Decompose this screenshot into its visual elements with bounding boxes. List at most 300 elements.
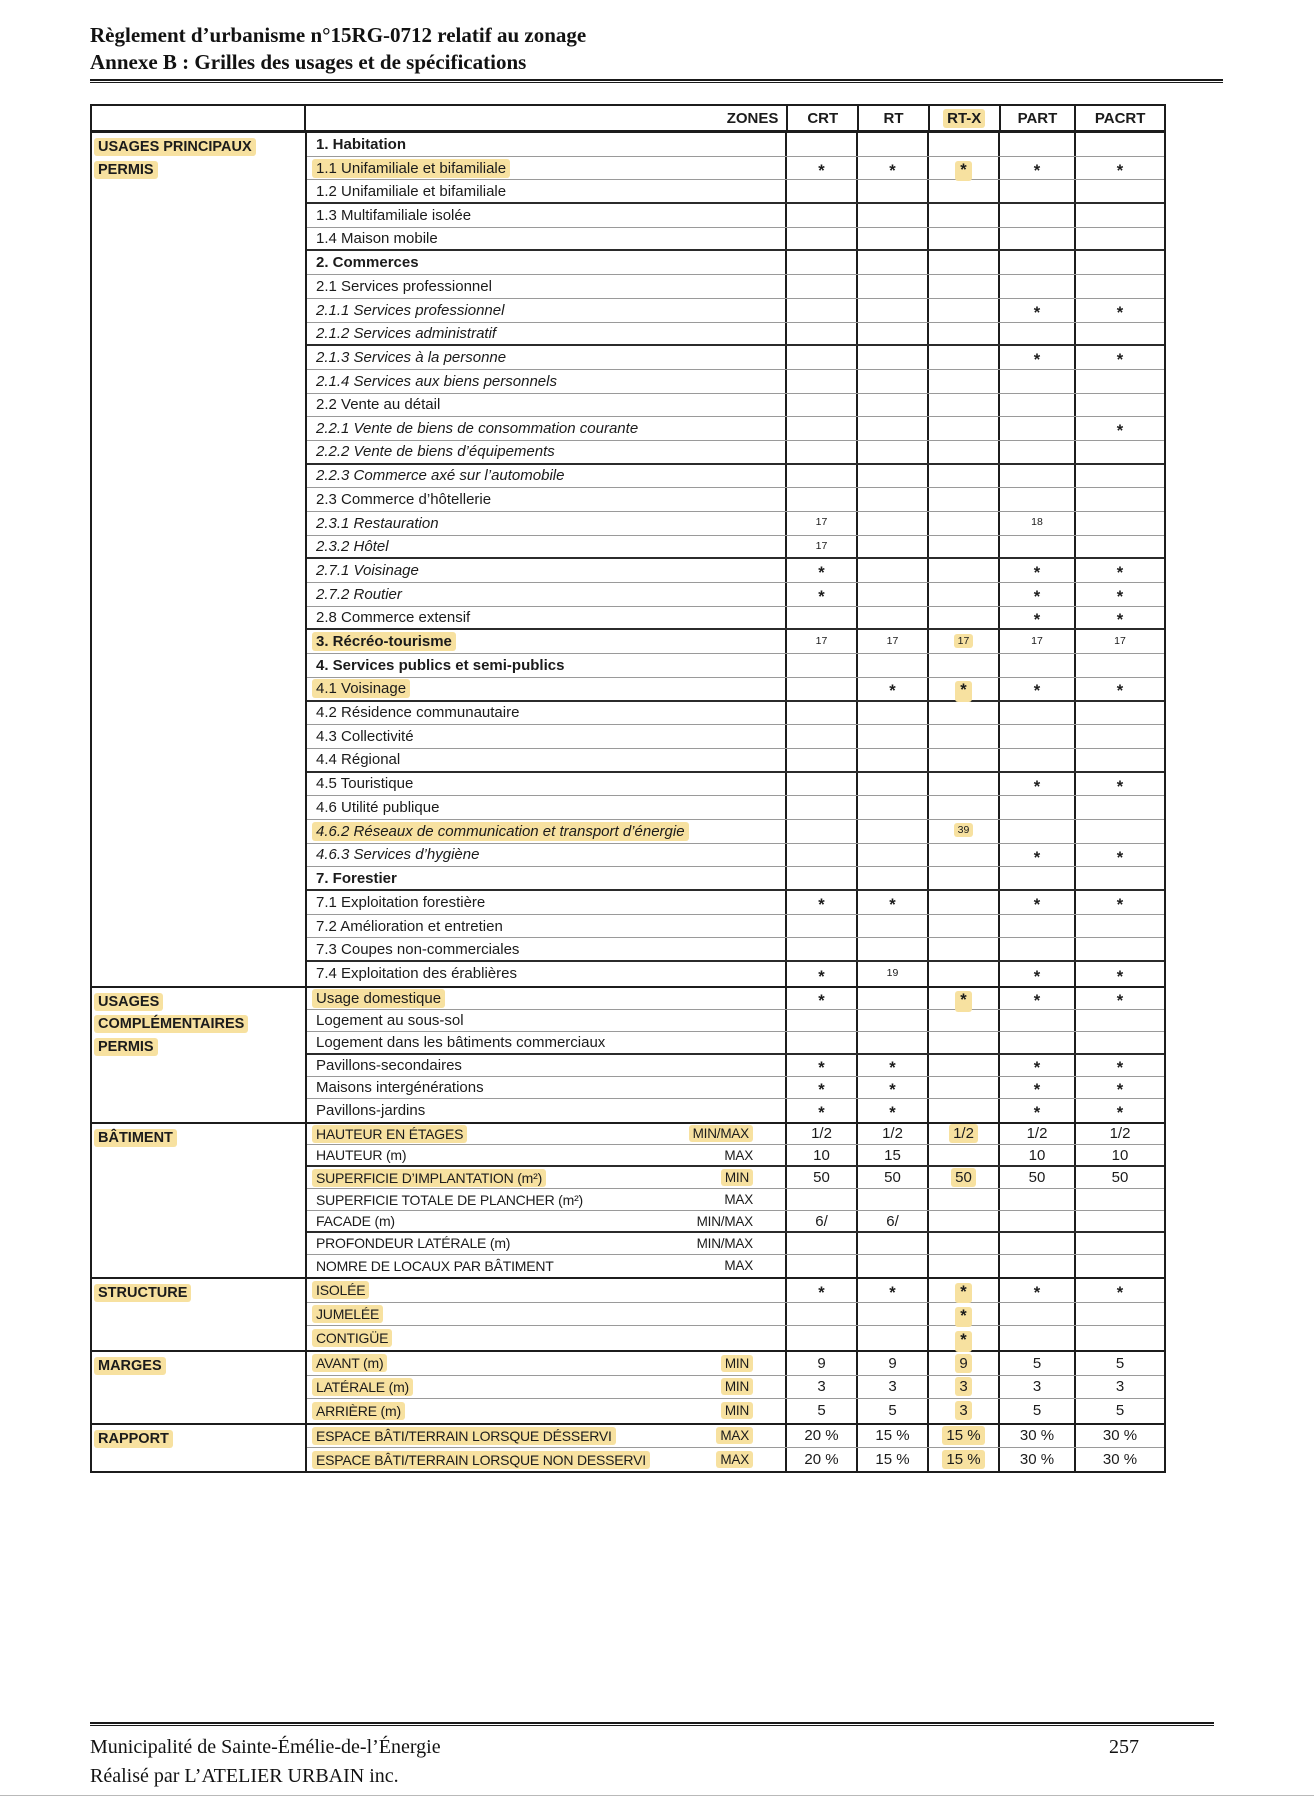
asterisk-mark: * (1116, 1104, 1124, 1123)
zone-value: 18 (1031, 516, 1043, 529)
zone-value-cell (998, 1326, 1074, 1350)
usage-label: ESPACE BÂTI/TERRAIN LORSQUE DÉSSERVI (312, 1427, 616, 1445)
zone-value-cell (1074, 1055, 1164, 1076)
zone-value-cell (998, 512, 1074, 535)
zone-value: 1/2 (1026, 1125, 1048, 1143)
zone-name: PACRT (1094, 109, 1146, 127)
zone-value-cell (856, 820, 927, 843)
zone-value-cell (998, 725, 1074, 748)
zone-value-cell (785, 465, 856, 488)
usage-row (307, 512, 1164, 536)
zone-value-cell (1074, 1255, 1164, 1277)
zone-value-cell (927, 1376, 998, 1399)
usage-label: CONTIGÜE (312, 1329, 392, 1347)
zone-value-cell (927, 773, 998, 796)
zone-value-cell (1074, 536, 1164, 558)
usage-label-cell (307, 607, 785, 629)
zone-value-cell (1074, 938, 1164, 960)
zone-value-cell (998, 820, 1074, 843)
usage-row (307, 157, 1164, 181)
usage-label: 2.1 Services professionnel (316, 277, 492, 295)
zone-value-cell (998, 1233, 1074, 1254)
usage-row (307, 749, 1164, 773)
zone-value-cell (856, 1032, 927, 1052)
usage-label: 2.7.2 Routier (316, 585, 402, 603)
zone-value-cell (856, 1055, 927, 1076)
usage-label-cell (307, 702, 785, 725)
usage-label: NOMRE DE LOCAUX PAR BÂTIMENT (316, 1257, 554, 1274)
usage-label: 4.5 Touristique (316, 775, 414, 793)
zone-value: 17 (886, 634, 899, 647)
zone-value-cell (927, 630, 998, 653)
zone-value: 9 (817, 1354, 826, 1372)
zone-value-cell (856, 1303, 927, 1326)
usage-label: 2.3.2 Hôtel (316, 538, 389, 556)
zone-value: 17 (1114, 634, 1126, 647)
zone-value-cell (927, 133, 998, 156)
zone-value-cell (785, 844, 856, 867)
usage-label-cell (307, 1211, 785, 1231)
zone-value-cell (1074, 1448, 1164, 1471)
usage-label-cell (307, 180, 785, 202)
asterisk-mark: * (818, 967, 825, 986)
usage-row (307, 938, 1164, 962)
usage-row (307, 607, 1164, 631)
zone-value-cell (785, 938, 856, 960)
zone-value-cell (856, 1255, 927, 1277)
asterisk-mark: * (1033, 588, 1041, 607)
usage-label: 2.2.1 Vente de biens de consommation courante (316, 420, 639, 438)
usage-label: 2.2.3 Commerce axé sur l’automobile (316, 467, 565, 485)
asterisk-mark: * (889, 682, 896, 701)
usage-label: 1.3 Multifamiliale isolée (316, 206, 472, 224)
section-label (92, 1124, 307, 1277)
zone-value-cell (998, 867, 1074, 889)
zone-value: 20 % (804, 1451, 839, 1469)
zone-value-cell (927, 938, 998, 960)
document-subtitle: Annexe B : Grilles des usages et de spécifications (90, 50, 527, 74)
zone-value-cell (856, 607, 927, 629)
zone-value-cell (856, 583, 927, 606)
zone-value-cell (856, 465, 927, 488)
usage-label: 2.1.3 Services à la personne (316, 349, 507, 367)
zone-value-cell (1074, 370, 1164, 393)
usage-row (307, 394, 1164, 418)
usage-label: 2.2.2 Vente de biens d’équipements (316, 443, 555, 461)
zone-value-cell (927, 796, 998, 819)
minmax-label: MIN/MAX (696, 1235, 753, 1251)
zone-value-cell (1074, 1145, 1164, 1165)
zone-value-cell (856, 559, 927, 582)
zone-value-cell (1074, 988, 1164, 1009)
zone-value-cell (1074, 512, 1164, 535)
usage-row (307, 1124, 1164, 1146)
zone-header-pacrt (1074, 106, 1164, 130)
usage-label-cell (307, 1077, 785, 1098)
zone-value-cell (785, 1032, 856, 1052)
asterisk-mark: * (955, 1307, 971, 1328)
usage-row (307, 559, 1164, 583)
zone-value-cell (856, 275, 927, 298)
minmax-label: MIN/MAX (689, 1125, 753, 1142)
section-label (92, 133, 307, 986)
usage-label: ISOLÉE (312, 1281, 369, 1299)
zone-value-cell (856, 157, 927, 180)
zone-value-cell (998, 1303, 1074, 1326)
zone-value-cell (927, 891, 998, 914)
asterisk-mark: * (1116, 564, 1124, 583)
minmax-label: MIN/MAX (696, 1213, 753, 1229)
section-label-line: USAGES (94, 993, 163, 1011)
asterisk-mark: * (1033, 564, 1041, 583)
zone-value-cell (856, 1352, 927, 1375)
asterisk-mark: * (889, 1059, 896, 1078)
usage-label: HAUTEUR (m) (316, 1147, 407, 1164)
zone-value-cell (998, 1448, 1074, 1471)
zone-value-cell (927, 1167, 998, 1188)
minmax-label: MAX (716, 1451, 753, 1468)
zone-value-cell (1074, 204, 1164, 227)
zone-value-cell (1074, 1077, 1164, 1098)
usage-label: 2.2 Vente au détail (316, 396, 441, 414)
zone-value-cell (785, 488, 856, 511)
zone-value-cell (927, 988, 998, 1009)
usage-label: 4.6.2 Réseaux de communication et transport d’énergie (312, 822, 689, 841)
zone-value-cell (998, 1099, 1074, 1121)
usage-row (307, 820, 1164, 844)
zone-value-cell (1074, 1425, 1164, 1447)
usage-row (307, 988, 1164, 1010)
usage-row (307, 1211, 1164, 1233)
zone-value-cell (927, 512, 998, 535)
zone-value-cell (927, 323, 998, 345)
zone-value-cell (856, 1145, 927, 1165)
zone-value-cell (927, 370, 998, 393)
zone-value: 50 (1111, 1169, 1129, 1187)
zone-value-cell (785, 796, 856, 819)
zone-value-cell (1074, 488, 1164, 511)
zone-value-cell (1074, 1124, 1164, 1145)
zone-value-cell (1074, 323, 1164, 345)
minmax-label: MAX (724, 1192, 753, 1208)
section-marges (92, 1350, 1164, 1423)
zone-value-cell (856, 204, 927, 227)
zone-value-cell (927, 1145, 998, 1165)
zone-value-cell (998, 251, 1074, 274)
usage-label: 2.1.4 Services aux biens personnels (316, 372, 557, 390)
asterisk-mark: * (955, 1331, 971, 1352)
usage-label-cell (307, 962, 785, 986)
zone-value-cell (1074, 1303, 1164, 1326)
zone-value-cell (856, 1425, 927, 1447)
zone-value-cell (785, 1326, 856, 1350)
zone-value-cell (856, 1189, 927, 1210)
zone-value-cell (856, 1211, 927, 1231)
zone-value: 6/ (815, 1212, 828, 1230)
usage-row (307, 228, 1164, 252)
zone-value-cell (927, 559, 998, 582)
zone-value-cell (998, 394, 1074, 417)
usage-label-cell (307, 465, 785, 488)
zone-value-cell (998, 1425, 1074, 1447)
usage-label: 7.2 Amélioration et entretien (316, 917, 503, 935)
usage-label: 4. Services publics et semi-publics (316, 656, 565, 674)
asterisk-mark: * (1116, 682, 1124, 701)
usage-label: 2.3.1 Restauration (316, 514, 439, 532)
section-label (92, 1279, 307, 1350)
zone-value-cell (1074, 346, 1164, 369)
section-batiment (92, 1122, 1164, 1277)
usage-label: AVANT (m) (312, 1354, 387, 1372)
zone-value: 5 (1115, 1402, 1125, 1420)
usage-label-cell (307, 1145, 785, 1165)
zone-value: 15 % (875, 1451, 910, 1469)
zone-value-cell (927, 346, 998, 369)
zone-value-cell (998, 1352, 1074, 1375)
zone-value-cell (927, 1099, 998, 1121)
usage-row (307, 299, 1164, 323)
section-label-line: USAGES PRINCIPAUX (94, 138, 256, 156)
usage-row (307, 630, 1164, 654)
usage-row (307, 323, 1164, 347)
zone-name: CRT (807, 109, 839, 127)
usage-row (307, 1189, 1164, 1211)
usage-row (307, 133, 1164, 157)
usage-label-cell (307, 394, 785, 417)
zone-name: RT-X (943, 109, 985, 128)
zone-value-cell (927, 654, 998, 677)
zone-value-cell (856, 417, 927, 440)
section-label-line: RAPPORT (94, 1430, 173, 1448)
zone-value-cell (927, 488, 998, 511)
zone-value-cell (856, 1399, 927, 1423)
zone-value-cell (785, 1145, 856, 1165)
zone-value-cell (856, 678, 927, 700)
usage-label-cell (307, 133, 785, 156)
zone-value-cell (998, 133, 1074, 156)
zone-value-cell (785, 702, 856, 725)
usage-label: 7.4 Exploitation des érablières (316, 965, 517, 983)
usage-label-cell (307, 654, 785, 677)
zone-value: 17 (815, 516, 828, 529)
zone-value-cell (998, 1189, 1074, 1210)
usage-row (307, 536, 1164, 560)
usage-row (307, 1010, 1164, 1032)
zone-value-cell (1074, 725, 1164, 748)
zone-value-cell (998, 1077, 1074, 1098)
asterisk-mark: * (1116, 967, 1124, 986)
section-structure (92, 1277, 1164, 1350)
zone-value: 30 % (1102, 1427, 1138, 1445)
zone-value-cell (785, 654, 856, 677)
usage-row (307, 1448, 1164, 1471)
usage-label-cell (307, 346, 785, 369)
usage-row (307, 370, 1164, 394)
zone-value-cell (927, 441, 998, 463)
usage-label-cell (307, 773, 785, 796)
zone-value: 15 % (942, 1450, 984, 1469)
asterisk-mark: * (1033, 992, 1041, 1011)
usage-row (307, 204, 1164, 228)
usage-label: 4.3 Collectivité (316, 728, 414, 746)
usage-row (307, 275, 1164, 299)
minmax-label: MIN (721, 1378, 753, 1395)
usage-label-cell (307, 1399, 785, 1423)
usage-label-cell (307, 1376, 785, 1399)
zone-value: 50 (951, 1168, 976, 1187)
zone-value-cell (998, 988, 1074, 1009)
zone-value: 3 (1115, 1378, 1125, 1396)
zone-value-cell (1074, 915, 1164, 938)
zone-value-cell (998, 1010, 1074, 1031)
zone-value-cell (927, 1211, 998, 1231)
usage-label: SUPERFICIE D’IMPLANTATION (m²) (312, 1169, 546, 1187)
zone-value-cell (856, 346, 927, 369)
zone-value-cell (1074, 702, 1164, 725)
zone-value-cell (927, 157, 998, 180)
zone-value-cell (998, 962, 1074, 986)
zone-value-cell (785, 1010, 856, 1031)
zone-value-cell (927, 1326, 998, 1350)
zone-value-cell (1074, 275, 1164, 298)
usage-label-cell (307, 630, 785, 653)
zone-value-cell (927, 749, 998, 771)
zone-value-cell (927, 915, 998, 938)
zone-value-cell (785, 133, 856, 156)
zone-value-cell (856, 228, 927, 250)
zone-value-cell (998, 228, 1074, 250)
zone-value-cell (927, 1425, 998, 1447)
zone-value-cell (785, 630, 856, 653)
usage-label-cell (307, 1189, 785, 1210)
zone-value-cell (785, 1425, 856, 1447)
zone-value: 3 (888, 1378, 897, 1396)
usage-label: Logement au sous-sol (316, 1012, 464, 1030)
zone-value-cell (927, 1352, 998, 1375)
usage-row (307, 346, 1164, 370)
zone-value-cell (785, 180, 856, 202)
zone-value: 50 (813, 1169, 830, 1187)
usage-label-cell (307, 370, 785, 393)
zone-value-cell (1074, 180, 1164, 202)
zone-value-cell (1074, 678, 1164, 700)
zone-value: 10 (1111, 1146, 1129, 1164)
usage-label-cell (307, 1233, 785, 1254)
zone-value-cell (927, 583, 998, 606)
zone-value-cell (856, 1099, 927, 1121)
zone-value-cell (856, 915, 927, 938)
asterisk-mark: * (818, 1104, 825, 1123)
usage-row (307, 702, 1164, 726)
zone-value-cell (1074, 157, 1164, 180)
usage-label: 4.4 Régional (316, 751, 401, 769)
zone-value: 1/2 (882, 1125, 903, 1143)
asterisk-mark: * (889, 896, 896, 915)
zone-value: 30 % (1019, 1427, 1055, 1445)
zone-value-cell (927, 1303, 998, 1326)
footer-credit: Réalisé par L’ATELIER URBAIN inc. (90, 1765, 399, 1787)
usage-label: Usage domestique (312, 989, 445, 1008)
zone-value-cell (785, 1124, 856, 1145)
zone-value-cell (785, 157, 856, 180)
asterisk-mark: * (818, 1081, 825, 1100)
usage-row (307, 1279, 1164, 1303)
asterisk-mark: * (1033, 1081, 1041, 1100)
zone-value-cell (785, 1352, 856, 1375)
zone-value-cell (998, 607, 1074, 629)
usage-label: 7. Forestier (316, 869, 397, 887)
zone-value: 10 (1028, 1146, 1046, 1164)
zone-value-cell (998, 630, 1074, 653)
zone-value: 3 (955, 1377, 971, 1396)
zone-value: 5 (1032, 1354, 1042, 1372)
asterisk-mark: * (818, 1283, 825, 1302)
zone-value-cell (998, 536, 1074, 558)
zone-value-cell (927, 678, 998, 700)
zone-value: 9 (888, 1354, 897, 1372)
usage-label-cell (307, 417, 785, 440)
zone-value-cell (998, 654, 1074, 677)
zone-value: 30 % (1019, 1451, 1055, 1469)
zone-value-cell (856, 1010, 927, 1031)
zone-value-cell (1074, 654, 1164, 677)
asterisk-mark: * (1033, 611, 1041, 630)
asterisk-mark: * (1033, 1059, 1041, 1078)
zone-value-cell (1074, 1399, 1164, 1423)
asterisk-mark: * (955, 1283, 971, 1304)
asterisk-mark: * (1116, 1081, 1124, 1100)
zone-value-cell (1074, 796, 1164, 819)
zone-value-cell (856, 1279, 927, 1302)
zone-value-cell (927, 1189, 998, 1210)
asterisk-mark: * (1116, 896, 1124, 915)
zone-value-cell (1074, 559, 1164, 582)
zone-value-cell (856, 1124, 927, 1145)
asterisk-mark: * (1116, 351, 1124, 370)
zone-value: 1/2 (1109, 1125, 1131, 1143)
section-label-line: PERMIS (94, 161, 158, 179)
zone-value-cell (998, 204, 1074, 227)
zone-value-cell (927, 1124, 998, 1145)
asterisk-mark: * (1033, 1283, 1041, 1302)
usage-row (307, 1303, 1164, 1327)
usage-label-cell (307, 1279, 785, 1302)
usage-label-cell (307, 1010, 785, 1031)
zone-value: 17 (815, 539, 828, 552)
usage-label: Pavillons-jardins (316, 1101, 426, 1119)
section-label-line: COMPLÉMENTAIRES (94, 1015, 248, 1033)
zone-value-cell (1074, 1279, 1164, 1302)
document-title: Règlement d’urbanisme n°15RG-0712 relatif au zonage (90, 23, 587, 47)
section-rapport (92, 1423, 1164, 1472)
zone-value-cell (785, 1399, 856, 1423)
zone-value-cell (785, 1099, 856, 1121)
asterisk-mark: * (955, 681, 971, 702)
zone-value: 15 % (942, 1426, 984, 1445)
zone-value: 10 (813, 1146, 830, 1164)
zone-value-cell (998, 1145, 1074, 1165)
zone-value-cell (856, 988, 927, 1009)
asterisk-mark: * (1033, 896, 1041, 915)
zone-value-cell (1074, 417, 1164, 440)
section-label (92, 988, 307, 1122)
usage-row (307, 441, 1164, 465)
zone-value: 1/2 (949, 1124, 978, 1143)
usage-row (307, 1167, 1164, 1189)
zone-value-cell (1074, 773, 1164, 796)
zone-value-cell (998, 844, 1074, 867)
zone-value-cell (785, 962, 856, 986)
